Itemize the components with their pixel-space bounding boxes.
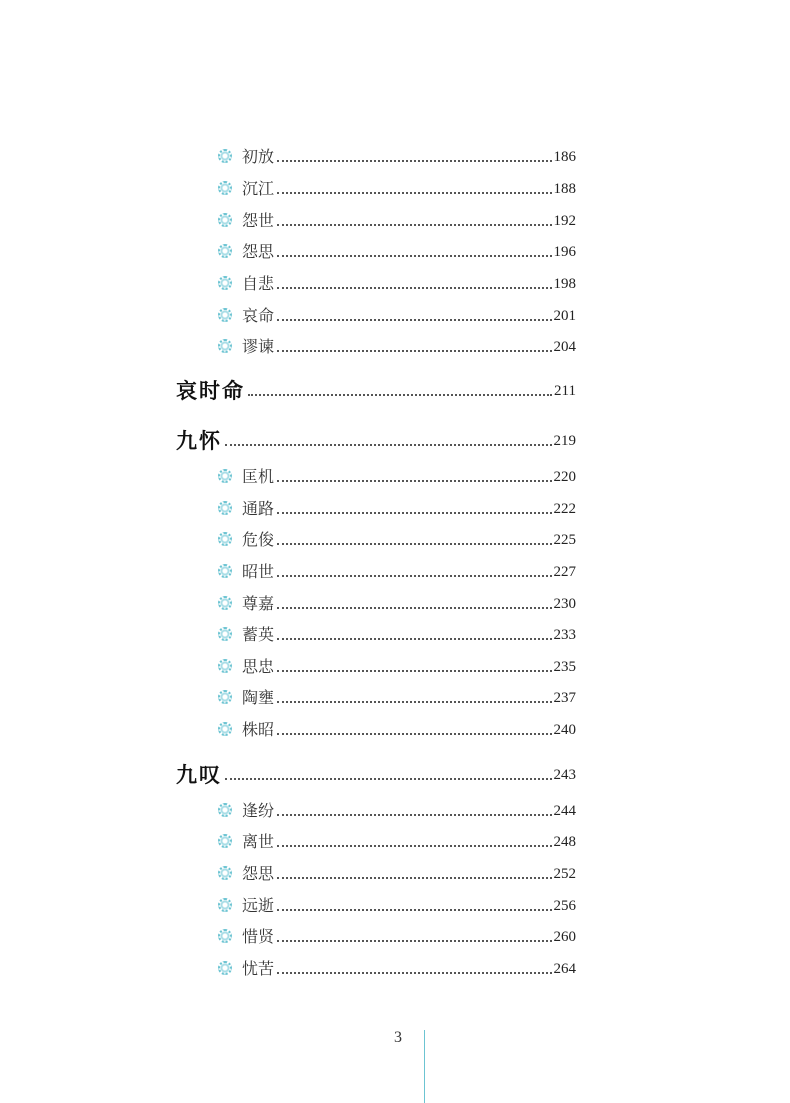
toc-section-entry[interactable] (176, 377, 576, 403)
toc-entry[interactable] (214, 270, 576, 296)
toc-entry-title: 谬谏 (242, 337, 275, 356)
toc-entry-page: 188 (553, 181, 576, 197)
toc-section-entry[interactable] (176, 427, 576, 453)
toc-entry[interactable] (214, 955, 576, 981)
dot-leader (277, 607, 551, 609)
ring-bullet-icon (218, 564, 232, 578)
toc-entry[interactable] (214, 892, 576, 918)
toc-entry[interactable] (214, 495, 576, 521)
toc-entry[interactable] (214, 923, 576, 949)
ring-bullet-icon (218, 276, 232, 290)
dot-leader (277, 972, 551, 974)
ring-bullet-icon (218, 627, 232, 641)
dot-leader (277, 480, 551, 482)
ring-bullet-icon (218, 929, 232, 943)
toc-entry-title: 株昭 (242, 720, 275, 739)
toc-entry-title: 蓄英 (242, 625, 275, 644)
toc-section-entry[interactable] (176, 761, 576, 787)
ring-bullet-icon (218, 898, 232, 912)
dot-leader (277, 350, 551, 352)
toc-entry-page: 225 (553, 532, 576, 548)
toc-entry-title: 哀时命 (176, 378, 245, 403)
ring-bullet-icon (218, 469, 232, 483)
toc-entry-page: 240 (553, 722, 576, 738)
ring-bullet-icon (218, 834, 232, 848)
toc-entry-title: 思忠 (242, 657, 275, 676)
ring-bullet-icon (218, 532, 232, 546)
dot-leader (277, 733, 551, 735)
toc-entry-page: 204 (553, 339, 576, 355)
ring-bullet-icon (218, 722, 232, 736)
toc-entry-title: 怨世 (242, 211, 275, 230)
toc-entry-title: 惜贤 (242, 927, 275, 946)
toc-entry-page: 222 (553, 501, 576, 517)
dot-leader (277, 192, 551, 194)
toc-entry-title: 沉江 (242, 179, 275, 198)
dot-leader (277, 845, 551, 847)
toc-entry[interactable] (214, 653, 576, 679)
toc-entry[interactable] (214, 828, 576, 854)
dot-leader (248, 394, 552, 396)
toc-entry-page: 256 (553, 898, 576, 914)
ring-bullet-icon (218, 690, 232, 704)
toc-entry-page: 233 (553, 627, 576, 643)
toc-entry-title: 九怀 (176, 428, 222, 453)
toc-entry[interactable] (214, 716, 576, 742)
toc-entry-title: 通路 (242, 499, 275, 518)
ring-bullet-icon (218, 659, 232, 673)
toc-entry-title: 昭世 (242, 562, 275, 581)
toc-entry[interactable] (214, 590, 576, 616)
page-edge-rule (424, 1030, 425, 1103)
ring-bullet-icon (218, 596, 232, 610)
ring-bullet-icon (218, 339, 232, 353)
ring-bullet-icon (218, 213, 232, 227)
toc-entry[interactable] (214, 333, 576, 359)
toc-entry-page: 219 (553, 433, 576, 449)
toc-entry-title: 远逝 (242, 896, 275, 915)
toc-entry-title: 哀命 (242, 306, 275, 325)
dot-leader (277, 877, 551, 879)
dot-leader (277, 512, 551, 514)
toc-entry[interactable] (214, 684, 576, 710)
toc-entry[interactable] (214, 860, 576, 886)
toc-entry[interactable] (214, 175, 576, 201)
dot-leader (277, 575, 551, 577)
toc-entry-title: 九叹 (176, 762, 222, 787)
dot-leader (277, 670, 551, 672)
toc-entry-page: 198 (553, 276, 576, 292)
toc-entry-page: 220 (553, 469, 576, 485)
ring-bullet-icon (218, 961, 232, 975)
dot-leader (277, 160, 551, 162)
toc-entry-page: 186 (553, 149, 576, 165)
toc-entry-page: 264 (553, 961, 576, 977)
dot-leader (277, 287, 551, 289)
toc-entry-page: 235 (553, 659, 576, 675)
dot-leader (277, 224, 551, 226)
toc-entry-page: 237 (553, 690, 576, 706)
toc-entry-page: 201 (553, 308, 576, 324)
toc-entry[interactable] (214, 207, 576, 233)
ring-bullet-icon (218, 181, 232, 195)
toc-entry-title: 自悲 (242, 274, 275, 293)
toc-entry-page: 260 (553, 929, 576, 945)
dot-leader (277, 701, 551, 703)
toc-entry[interactable] (214, 558, 576, 584)
toc-entry[interactable] (214, 302, 576, 328)
dot-leader (225, 444, 552, 446)
toc-entry-page: 248 (553, 834, 576, 850)
toc-entry-page: 243 (553, 767, 576, 783)
toc-entry-page: 192 (553, 213, 576, 229)
toc-entry-title: 危俊 (242, 530, 275, 549)
toc-entry-title: 怨思 (242, 864, 275, 883)
toc-entry-title: 逢纷 (242, 801, 275, 820)
page-number: 3 (394, 1029, 402, 1046)
toc-entry-page: 211 (554, 383, 576, 399)
ring-bullet-icon (218, 501, 232, 515)
toc-entry[interactable] (214, 621, 576, 647)
toc-entry-title: 匡机 (242, 467, 275, 486)
toc-entry-title: 初放 (242, 147, 275, 166)
toc-entry-title: 忧苦 (242, 959, 275, 978)
dot-leader (225, 778, 552, 780)
dot-leader (277, 638, 551, 640)
toc-entry-page: 227 (553, 564, 576, 580)
toc-entry-page: 196 (553, 244, 576, 260)
toc-entry[interactable] (214, 526, 576, 552)
toc-entry[interactable] (214, 238, 576, 264)
toc-entry-page: 252 (553, 866, 576, 882)
dot-leader (277, 940, 551, 942)
toc-entry-page: 244 (553, 803, 576, 819)
dot-leader (277, 255, 551, 257)
toc-entry[interactable] (214, 463, 576, 489)
toc-entry[interactable] (214, 143, 576, 169)
toc-entry-title: 离世 (242, 832, 275, 851)
ring-bullet-icon (218, 149, 232, 163)
dot-leader (277, 319, 551, 321)
toc-entry-title: 怨思 (242, 242, 275, 261)
dot-leader (277, 814, 551, 816)
ring-bullet-icon (218, 866, 232, 880)
ring-bullet-icon (218, 803, 232, 817)
toc-entry-page: 230 (553, 596, 576, 612)
toc-entry-title: 尊嘉 (242, 594, 275, 613)
toc-entry-title: 陶壅 (242, 688, 275, 707)
toc-entry[interactable] (214, 797, 576, 823)
ring-bullet-icon (218, 244, 232, 258)
ring-bullet-icon (218, 308, 232, 322)
dot-leader (277, 543, 551, 545)
dot-leader (277, 909, 551, 911)
